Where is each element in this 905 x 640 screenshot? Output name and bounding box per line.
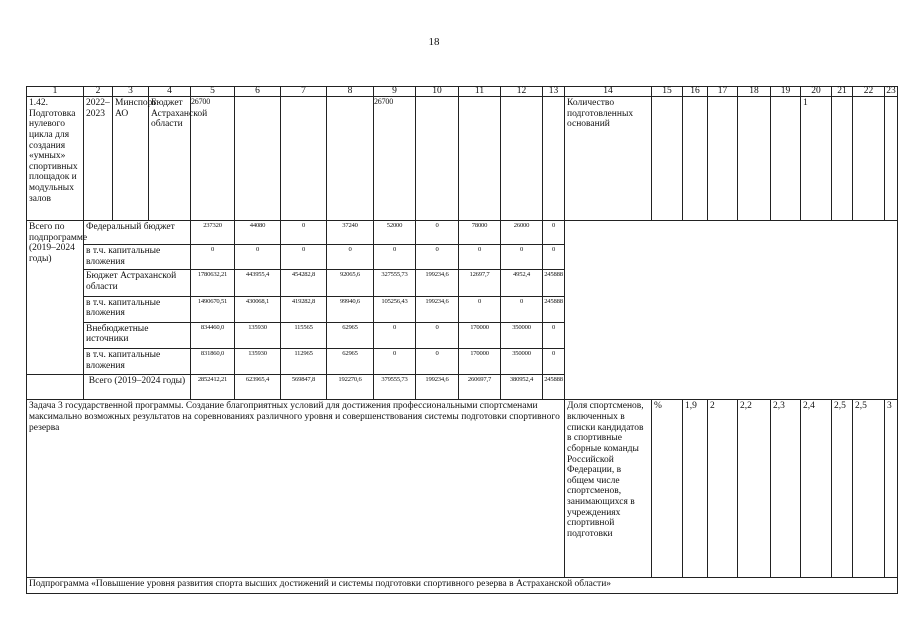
total-label: Всего по подпрограмме (2019–2024 годы)	[27, 221, 84, 375]
value-cell: 170000	[459, 322, 501, 348]
header-cell: 2	[84, 87, 113, 97]
value-cell: 52000	[374, 221, 416, 245]
value-cell: 260697,7	[459, 375, 501, 400]
measure-name: 1.42. Подготовка нулевого цикла для создания «умных» спортивных площадок и модульных залов	[27, 97, 84, 221]
funding-source-label: в т.ч. капитальные вложения	[84, 296, 191, 322]
header-cell: 15	[652, 87, 683, 97]
header-cell: 20	[801, 87, 832, 97]
value-cell: 0	[459, 245, 501, 270]
value-cell: 0	[501, 245, 543, 270]
measure-c7	[281, 97, 327, 221]
task-3-c18: 2,2	[738, 400, 771, 577]
header-cell: 4	[149, 87, 191, 97]
value-cell: 62965	[327, 349, 374, 375]
measure-c17	[708, 97, 738, 221]
value-cell: 0	[543, 221, 565, 245]
value-cell: 831860,0	[191, 349, 235, 375]
grand-total-blank	[27, 375, 84, 400]
funding-source-label: Федеральный бюджет	[84, 221, 191, 245]
measure-c12	[501, 97, 543, 221]
page-number: 18	[428, 36, 440, 48]
value-cell: 327555,73	[374, 270, 416, 296]
task-3-c20: 2,4	[801, 400, 832, 577]
measure-c6	[235, 97, 281, 221]
header-cell: 17	[708, 87, 738, 97]
measure-c18	[738, 97, 771, 221]
value-cell: 350000	[501, 322, 543, 348]
value-cell: 0	[374, 349, 416, 375]
value-cell: 2852412,21	[191, 375, 235, 400]
value-cell: 0	[459, 296, 501, 322]
value-cell: 0	[235, 245, 281, 270]
measure-c21	[832, 97, 853, 221]
value-cell: 350000	[501, 349, 543, 375]
measure-c10	[416, 97, 459, 221]
value-cell: 0	[543, 322, 565, 348]
header-cell: 8	[327, 87, 374, 97]
value-cell: 44080	[235, 221, 281, 245]
value-cell: 623965,4	[235, 375, 281, 400]
value-cell: 245888	[543, 375, 565, 400]
header-cell: 12	[501, 87, 543, 97]
value-cell: 430068,1	[235, 296, 281, 322]
value-cell: 0	[191, 245, 235, 270]
value-cell: 245888	[543, 270, 565, 296]
value-cell: 1490670,51	[191, 296, 235, 322]
header-cell: 14	[565, 87, 652, 97]
value-cell: 237320	[191, 221, 235, 245]
blank-indicator-block	[565, 221, 898, 400]
value-cell: 0	[416, 349, 459, 375]
task-3-indicator: Доля спортсменов, включенных в списки кандидатов в спортивные сборные команды Российской Федерации, в общем числе спортсменов, занимающихся в учреждениях спортивной подготовки	[565, 400, 652, 577]
subprogram-title: Подпрограмма «Повышение уровня развития спорта высших достижений и системы подготовки спортивного резерва в Астраханской области»	[27, 577, 898, 593]
header-cell: 6	[235, 87, 281, 97]
value-cell: 4952,4	[501, 270, 543, 296]
measure-c19	[771, 97, 801, 221]
task-3-c22: 2,5	[853, 400, 885, 577]
header-cell: 11	[459, 87, 501, 97]
measure-c5: 26700	[191, 97, 235, 221]
measure-c8	[327, 97, 374, 221]
value-cell: 443955,4	[235, 270, 281, 296]
value-cell: 170000	[459, 349, 501, 375]
header-cell: 5	[191, 87, 235, 97]
value-cell: 0	[374, 322, 416, 348]
value-cell: 135930	[235, 322, 281, 348]
task-3-c21: 2,5	[832, 400, 853, 577]
total-row-federal	[27, 221, 898, 245]
task-3-text: Задача 3 государственной программы. Создание благоприятных условий для достижения профессиональными спортсменами максимально возможных результатов на соревнованиях различного уровня и совершенствования системы подготовки спортивного резерва	[27, 400, 565, 577]
measure-c20: 1	[801, 97, 832, 221]
measure-c16	[683, 97, 708, 221]
task-3-row	[27, 400, 898, 577]
value-cell: 12697,7	[459, 270, 501, 296]
measure-source: Бюджет Астраханской области	[149, 97, 191, 221]
value-cell: 99940,6	[327, 296, 374, 322]
header-cell: 21	[832, 87, 853, 97]
value-cell: 92065,6	[327, 270, 374, 296]
value-cell: 0	[416, 221, 459, 245]
value-cell: 192270,6	[327, 375, 374, 400]
value-cell: 199234,6	[416, 296, 459, 322]
value-cell: 199234,6	[416, 270, 459, 296]
grand-total-label: Всего (2019–2024 годы)	[84, 375, 191, 400]
row-measure-1-42	[27, 97, 898, 221]
header-cell: 13	[543, 87, 565, 97]
measure-c15	[652, 97, 683, 221]
header-cell: 22	[853, 87, 885, 97]
value-cell: 0	[416, 245, 459, 270]
subprogram-row	[27, 577, 898, 593]
measure-c9: 26700	[374, 97, 416, 221]
value-cell: 0	[281, 245, 327, 270]
measure-years: 2022–2023	[84, 97, 113, 221]
measure-c11	[459, 97, 501, 221]
value-cell: 0	[416, 322, 459, 348]
value-cell: 62965	[327, 322, 374, 348]
measure-c13	[543, 97, 565, 221]
header-cell: 16	[683, 87, 708, 97]
value-cell: 0	[543, 245, 565, 270]
funding-source-label: Бюджет Астраханской области	[84, 270, 191, 296]
header-cell: 7	[281, 87, 327, 97]
value-cell: 0	[501, 296, 543, 322]
value-cell: 0	[543, 349, 565, 375]
funding-source-label: в т.ч. капитальные вложения	[84, 245, 191, 270]
measure-executor: Минспорт АО	[113, 97, 149, 221]
header-cell: 9	[374, 87, 416, 97]
task-3-c19: 2,3	[771, 400, 801, 577]
value-cell: 245888	[543, 296, 565, 322]
task-3-c16: 1,9	[683, 400, 708, 577]
measure-c23	[885, 97, 898, 221]
header-cell: 19	[771, 87, 801, 97]
task-3-c23: 3	[885, 400, 898, 577]
value-cell: 419282,8	[281, 296, 327, 322]
value-cell: 199234,6	[416, 375, 459, 400]
header-cell: 3	[113, 87, 149, 97]
header-cell: 18	[738, 87, 771, 97]
header-cell: 1	[27, 87, 84, 97]
value-cell: 0	[374, 245, 416, 270]
value-cell: 115565	[281, 322, 327, 348]
measure-indicator: Количество подготовленных оснований	[565, 97, 652, 221]
funding-source-label: в т.ч. капитальные вложения	[84, 349, 191, 375]
value-cell: 78000	[459, 221, 501, 245]
value-cell: 112965	[281, 349, 327, 375]
program-table	[26, 86, 898, 594]
task-3-c17: 2	[708, 400, 738, 577]
task-3-unit: %	[652, 400, 683, 577]
value-cell: 569847,8	[281, 375, 327, 400]
value-cell: 26000	[501, 221, 543, 245]
value-cell: 380952,4	[501, 375, 543, 400]
measure-c22	[853, 97, 885, 221]
value-cell: 105256,43	[374, 296, 416, 322]
column-number-row	[27, 87, 898, 97]
value-cell: 1780632,21	[191, 270, 235, 296]
value-cell: 0	[281, 221, 327, 245]
header-cell: 10	[416, 87, 459, 97]
value-cell: 454282,8	[281, 270, 327, 296]
value-cell: 0	[327, 245, 374, 270]
value-cell: 379555,73	[374, 375, 416, 400]
value-cell: 37240	[327, 221, 374, 245]
value-cell: 135930	[235, 349, 281, 375]
header-cell: 23	[886, 86, 896, 96]
value-cell: 834460,0	[191, 322, 235, 348]
funding-source-label: Внебюджетные источники	[84, 322, 191, 348]
